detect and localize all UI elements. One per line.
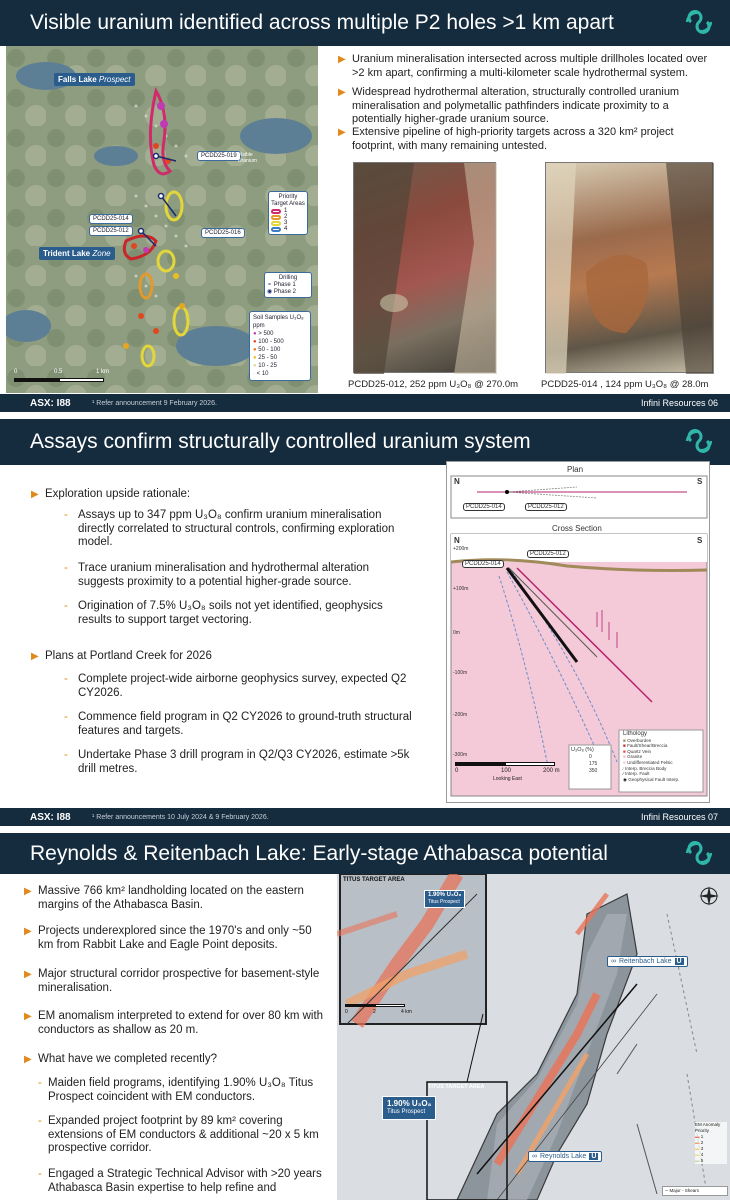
shear-major: ─ Major - Shears bbox=[665, 1188, 699, 1193]
lithology-item: ∕ Interp. Breccia Body bbox=[623, 765, 667, 771]
soil-item: ● 25 - 50 bbox=[253, 355, 277, 361]
sub-bullet: - Expanded project footprint by 89 km² covering extensions of EM conductors & additional ~20 x 5 km prospective corridor. bbox=[38, 1115, 319, 1154]
soil-item: ● 100 - 500 bbox=[253, 339, 284, 345]
scale-0: 0 bbox=[14, 369, 18, 375]
scale-end: 4 km bbox=[401, 1009, 412, 1015]
cross-section-title: Cross Section bbox=[552, 524, 602, 533]
scale-0: 0 bbox=[345, 1009, 348, 1015]
falls-lake-label: Falls Lake Prospect bbox=[54, 73, 135, 86]
arrow-icon: ▶ bbox=[31, 651, 39, 662]
infini-logo-icon bbox=[682, 428, 716, 454]
dash-icon: - bbox=[64, 562, 68, 574]
main-grade: 1.90% U₃O₈ bbox=[387, 1099, 432, 1108]
arrow-icon: ▶ bbox=[24, 969, 32, 980]
arrow-icon: ▶ bbox=[24, 886, 32, 897]
inset-grade: 1.90% U₃O₈ bbox=[428, 892, 462, 898]
arrow-icon: ▶ bbox=[338, 127, 346, 138]
scale-mid: 0.5 bbox=[54, 369, 63, 375]
scale-mid: 2 bbox=[373, 1009, 376, 1015]
bullet-2: ▶ Projects underexplored since the 1970's and only ~50 km from Rabbit Lake and Eagle Point deposits. bbox=[24, 925, 312, 951]
structure-legend bbox=[662, 1186, 728, 1196]
priority-legend-title: Priority Target Areas bbox=[271, 194, 305, 207]
soil-item: ● > 500 bbox=[253, 331, 274, 337]
lithology-title: Lithology bbox=[623, 731, 648, 737]
soil-item: · < 10 bbox=[253, 371, 269, 377]
arrow-icon: ▶ bbox=[24, 1011, 32, 1022]
bullet-3: ▶ Major structural corridor prospective for basement-style mineralisation. bbox=[24, 968, 320, 994]
photo-caption-014: PCDD25-014 , 124 ppm U₃O₈ @ 28.0m bbox=[541, 379, 709, 390]
slide-06 bbox=[0, 0, 730, 412]
plan-n: N bbox=[454, 477, 460, 486]
asx-code: ASX: I88 bbox=[30, 811, 71, 823]
reynolds-lake-label: ∞ Reynolds Lake U bbox=[528, 1151, 602, 1162]
map-scale-bar bbox=[14, 369, 109, 385]
dash-icon: - bbox=[64, 600, 68, 612]
sub-bullet: - Undertake Phase 3 drill program in Q2/Q3 CY2026, estimate >5k drill metres. bbox=[64, 749, 410, 775]
infini-small-icon: ∞ bbox=[611, 958, 616, 965]
dash-icon: - bbox=[38, 1077, 42, 1089]
u3o8-value: 175 bbox=[589, 761, 598, 767]
bullet-4: ▶ EM anomalism interpreted to extend for over 80 km with conductors as shallow as 20 m. bbox=[24, 1010, 324, 1036]
footnote: ¹ Refer announcements 10 July 2024 & 9 February 2026. bbox=[92, 813, 269, 821]
reynolds-reitenbach-map bbox=[337, 874, 730, 1200]
infini-logo-icon bbox=[682, 840, 716, 866]
infini-small-icon: ∞ bbox=[532, 1153, 537, 1160]
drilling-phase-2: ◉ Phase 2 bbox=[267, 289, 296, 295]
slide-title: Visible uranium identified across multiple P2 holes >1 km apart bbox=[30, 11, 614, 34]
bullet-5: ▶ What have we completed recently? bbox=[24, 1053, 217, 1065]
soil-legend-title: Soil Samples U₃O₈ ppm bbox=[253, 315, 304, 329]
plan-and-section-figure bbox=[446, 461, 710, 803]
drilling-legend bbox=[264, 272, 312, 298]
inset-title: TITUS TARGET AREA bbox=[343, 877, 405, 883]
trident-lake-label: Trident Lake Zone bbox=[39, 247, 115, 260]
em-item: ▬ 1 bbox=[695, 1134, 704, 1139]
looking-east: Looking East bbox=[493, 776, 522, 782]
scale-end: 200 m bbox=[543, 768, 560, 774]
north-arrow-icon bbox=[699, 886, 719, 906]
inset-scale-bar bbox=[345, 1004, 415, 1018]
cs-n: N bbox=[454, 536, 460, 545]
depth-label: +200m bbox=[453, 546, 469, 552]
priority-item-3: 3 bbox=[271, 220, 305, 226]
sub-bullet: - Engaged a Strategic Technical Advisor with >20 years Athabasca Basin expertise to help refine and bbox=[38, 1168, 322, 1194]
drilling-phase-1: ⚬ Phase 1 bbox=[267, 282, 296, 288]
photo-caption-012: PCDD25-012, 252 ppm U₃O₈ @ 270.0m bbox=[348, 379, 519, 390]
sub-bullet: - Complete project-wide airborne geophysics survey, expected Q2 CY2026. bbox=[64, 673, 407, 699]
slide-title: Assays confirm structurally controlled uranium system bbox=[30, 430, 531, 453]
bullet-3: ▶ Extensive pipeline of high-priority targets across a 320 km² project footprint, with many remaining untested. bbox=[338, 126, 674, 152]
cs-hole-014: PCDD25-014 bbox=[462, 560, 504, 568]
sub-bullet: - Origination of 7.5% U₃O₈ soils not yet identified, geophysics results to support target vectoring. bbox=[64, 600, 383, 626]
uranium-badge: U bbox=[676, 958, 682, 965]
em-item: ▬ 2 bbox=[695, 1140, 704, 1145]
page-brand: Infini Resources 06 bbox=[640, 398, 718, 408]
dash-icon: - bbox=[64, 711, 68, 723]
main-grade-box bbox=[382, 1096, 436, 1120]
u3o8-title: U₃O₈ (%) bbox=[571, 747, 594, 753]
drilling-legend-title: Drilling bbox=[278, 275, 298, 281]
slide-header bbox=[0, 833, 730, 874]
hole-label-019: PCDD25-019 bbox=[197, 151, 241, 161]
u3o8-key bbox=[571, 747, 611, 775]
em-legend bbox=[695, 1122, 727, 1164]
slide-header bbox=[0, 0, 730, 46]
depth-label: -200m bbox=[453, 712, 468, 718]
lithology-item: ■ Overburden bbox=[623, 737, 652, 743]
lithology-item: ◉ Geophysical Fault Interp. bbox=[623, 776, 680, 782]
hole-label-014: PCDD25-014 bbox=[89, 214, 133, 224]
sub-bullet: - Trace uranium mineralisation and hydrothermal alteration suggests proximity to a potential higher-grade source. bbox=[64, 562, 370, 588]
soil-legend bbox=[249, 311, 311, 381]
lithology-item: ■ Granite bbox=[623, 754, 643, 760]
depth-label: -100m bbox=[453, 670, 468, 676]
main-bullet-1: ▶ Exploration upside rationale: bbox=[31, 488, 191, 500]
slide-08 bbox=[0, 833, 730, 1200]
dash-icon: - bbox=[38, 1168, 42, 1180]
slide-title: Reynolds & Reitenbach Lake: Early-stage Athabasca potential bbox=[30, 841, 608, 865]
falls-lake-map bbox=[6, 46, 318, 393]
slide-header bbox=[0, 419, 730, 465]
footnote: ¹ Refer announcement 9 February 2026. bbox=[92, 399, 217, 407]
slide-07 bbox=[0, 419, 730, 826]
lithology-item: ■ Undifferentiated Felsic bbox=[623, 759, 673, 765]
inset-grade-box bbox=[424, 890, 465, 908]
depth-label: -300m bbox=[453, 752, 468, 758]
inset-prospect: Titus Prospect bbox=[428, 899, 460, 905]
plan-title: Plan bbox=[567, 465, 584, 474]
slide-footer bbox=[0, 808, 730, 826]
core-photo-012 bbox=[353, 162, 496, 373]
u3o8-value: 350 bbox=[589, 768, 598, 774]
slide-footer bbox=[0, 394, 730, 412]
plan-hole-012: PCDD25-012 bbox=[525, 503, 567, 511]
arrow-icon: ▶ bbox=[338, 87, 346, 98]
section-scale-bar bbox=[455, 762, 565, 792]
reitenbach-lake-label: ∞ Reitenbach Lake U bbox=[607, 956, 688, 967]
priority-item-1: 1 bbox=[271, 208, 305, 214]
em-item: ▬ 5 bbox=[695, 1158, 704, 1163]
uranium-badge: U bbox=[591, 1153, 597, 1160]
hole-label-016: PCDD25-016 bbox=[201, 228, 245, 238]
arrow-icon: ▶ bbox=[338, 54, 346, 65]
arrow-icon: ▶ bbox=[24, 1054, 32, 1065]
scale-end: 1 km bbox=[96, 369, 110, 375]
em-item: ▬ 4 bbox=[695, 1152, 704, 1157]
depth-label: 0m bbox=[453, 630, 460, 636]
sub-bullet: - Assays up to 347 ppm U₃O₈ confirm uranium mineralisation directly correlated to structural controls, confirming exploration model. bbox=[64, 509, 395, 548]
lithology-item: ∕ Interp. Fault bbox=[623, 771, 650, 777]
bullet-2: ▶ Widespread hydrothermal alteration, structurally controlled uranium mineralisation and polymetallic pathfinders indicate proximity to a potentially higher-grade uranium source. bbox=[338, 86, 680, 125]
bullet-1: ▶ Massive 766 km² landholding located on the eastern margins of the Athabasca Basin. bbox=[24, 885, 304, 911]
sub-bullet: - Commence field program in Q2 CY2026 to ground-truth structural features and targets. bbox=[64, 711, 412, 737]
cs-hole-012: PCDD25-012 bbox=[527, 550, 569, 558]
sub-bullet: - Maiden field programs, identifying 1.90% U₃O₈ Titus Prospect coincident with EM conductors. bbox=[38, 1077, 314, 1103]
lithology-legend bbox=[623, 732, 703, 782]
arrow-icon: ▶ bbox=[31, 489, 39, 500]
titus-area-label: TITUS TARGET AREA bbox=[428, 1084, 485, 1090]
cs-s: S bbox=[697, 536, 703, 545]
hole-label-012: PCDD25-012 bbox=[89, 226, 133, 236]
dash-icon: - bbox=[64, 509, 68, 521]
lithology-item: ■ Quartz Vein bbox=[623, 748, 652, 754]
core-photo-014 bbox=[545, 162, 713, 373]
main-bullet-2: ▶ Plans at Portland Creek for 2026 bbox=[31, 650, 212, 662]
arrow-icon: ▶ bbox=[24, 926, 32, 937]
soil-item: ● 50 - 100 bbox=[253, 347, 281, 353]
scale-0: 0 bbox=[455, 768, 459, 774]
priority-item-2: 2 bbox=[271, 214, 305, 220]
dash-icon: - bbox=[64, 673, 68, 685]
scale-mid: 100 bbox=[501, 768, 512, 774]
visible-uranium-label: Visible Uranium bbox=[238, 152, 257, 164]
bullet-1: ▶ Uranium mineralisation intersected across multiple drillholes located over >2 km apart, confirming a multi-kilometer scale hydrothermal system. bbox=[338, 53, 708, 79]
page-brand: Infini Resources 07 bbox=[640, 812, 718, 822]
dash-icon: - bbox=[64, 749, 68, 761]
main-prospect: Titus Prospect bbox=[387, 1109, 426, 1115]
plan-hole-014: PCDD25-014 bbox=[463, 503, 505, 511]
dash-icon: - bbox=[38, 1115, 42, 1127]
lithology-item: ■ Fault/Shear/Breccia bbox=[623, 743, 668, 749]
depth-label: +100m bbox=[453, 586, 469, 592]
infini-logo-icon bbox=[682, 9, 716, 35]
priority-item-4: 4 bbox=[271, 226, 305, 232]
em-item: ▬ 3 bbox=[695, 1146, 704, 1151]
em-title: EM Anomaly Priority bbox=[695, 1122, 721, 1133]
plan-s: S bbox=[697, 477, 703, 486]
priority-legend bbox=[268, 191, 308, 235]
asx-code: ASX: I88 bbox=[30, 397, 71, 409]
u3o8-value: 0 bbox=[589, 754, 592, 760]
soil-item: ● 10 - 25 bbox=[253, 363, 277, 369]
